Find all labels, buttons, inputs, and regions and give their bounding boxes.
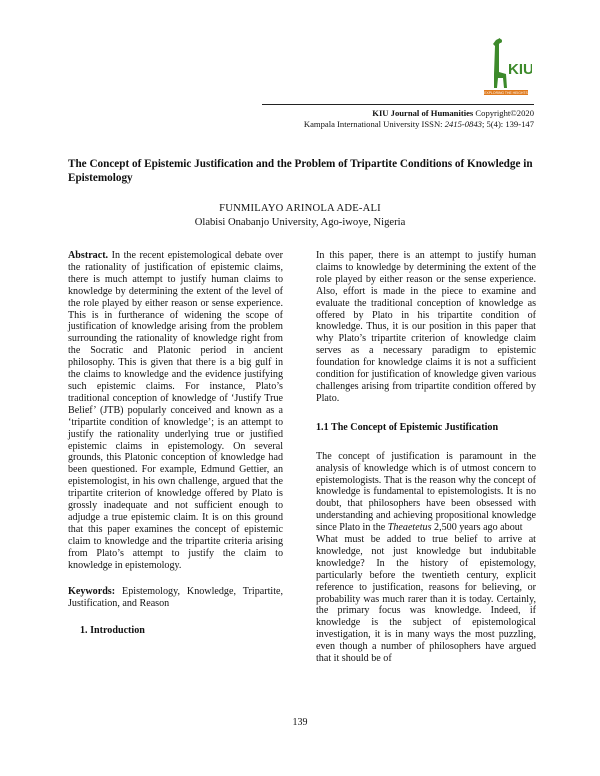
paragraph-2-end: 2,500 years ago about [431, 522, 523, 534]
theaetetus-title: Theaetetus [387, 522, 432, 534]
keywords [68, 586, 283, 610]
volume: ; 5(4): 139-147 [481, 119, 534, 129]
issn: 2415-0843 [444, 119, 482, 129]
right-column [316, 250, 536, 665]
abstract-label: Abstract. [68, 250, 109, 261]
header-rule [262, 104, 534, 105]
keywords-label: Keywords: [68, 586, 116, 598]
giraffe-logo-icon [476, 34, 532, 104]
keywords-text: Epistemology, Knowledge, Tripartite, Justification, and Reason [68, 586, 283, 610]
issn-line [262, 119, 534, 130]
section-heading: 1.1 The Concept of Epistemic Justification [316, 421, 499, 433]
svg-text:KIU: KIU [508, 61, 532, 78]
paragraph-2 [316, 451, 536, 534]
publisher-line: Kampala International University ISSN: [303, 119, 445, 129]
intro-heading: 1. Introduction [80, 625, 145, 637]
kiu-logo [476, 34, 532, 104]
paragraph-1: In this paper, there is an attempt to justify human claims to knowledge by determining the extent of the role played by either reason or the sense experience. Also, effort is made in the piece to examine and evaluate the traditional conception of knowledge as offered by Plato in his tripartite condition of knowledge. Thus, it is our position in this paper that why Plato’s tripartite criterion of knowledge claim serves as a necessary paradigm to epistemic foundation for knowledge claims it is not a sufficient condition for justification of knowledge given various challenges arising from tripartite condition offered by Plato. [316, 250, 536, 404]
abstract [68, 250, 283, 571]
journal-header [262, 108, 534, 130]
copyright: Copyright©2020 [475, 108, 534, 118]
abstract-text: In the recent epistemological debate over the rationality of justification of epistemic claims, there is much attempt to justify human claims to knowledge by determining the extent of the level of the role played by either reason or sense experience. This is in furtherance of widening the scope of justification of knowledge arising from the problem surrounding the rationality of knowledge right from the Socratic and Platonic period in ancient philosophy. This is given that there is a big gulf in the claims to knowledge and the evidence justifying such epistemic claims. For instance, Plato’s traditional conception of knowledge of ‘Justify True Belief’ (JTB) popularly conceived and known as a ‘tripartite condition of knowledge’; is an attempt to justify the rationality underlying true or justified epistemic claims in epistemology. On several grounds, this Platonic conception of knowledge had been questioned. For example, Edmund Gettier, an epistemologist, in his own challenge, argued that the tripartite criterion of knowledge offered by Plato is grossly inadequate and not sufficient enough to adjudge a true epistemic claim. It is on this ground that this paper examines the concept of epistemic claim to knowledge and the tripartite criteria arising from Plato’s attempt to justify the claim to knowledge in epistemology. [68, 250, 283, 571]
left-column [68, 250, 283, 637]
page-number: 139 [292, 717, 308, 728]
paragraph-2-start: The concept of justification is paramount in the analysis of knowledge which is of utmost concern to epistemologists. That is the reason why the concept of knowledge is fundamental to epistemologists. It is no doubt, that philosophers have been obsessed with understanding and achieving propositional knowledge since Plato in the [316, 450, 536, 534]
paper-title: The Concept of Epistemic Justification and the Problem of Tripartite Conditions of Knowledge in Epistemology [68, 158, 533, 184]
author-affiliation: Olabisi Onabanjo University, Ago-iwoye, Nigeria [194, 217, 406, 228]
paragraph-3: What must be added to true belief to arrive at knowledge, not just knowledge but indubitable knowledge? In the history of epistemology, particularly before the twentieth century, explicit reference to justification, reasons for believing, or probability was much rarer than it is today. Certainly, the primary focus was knowledge. Indeed, if knowledge is the subject of epistemological investigation, it is in many ways the most puzzling, even though a number of philosophers have argued that it should be of [316, 534, 536, 665]
svg-text:EXPLORING THE HEIGHTS: EXPLORING THE HEIGHTS [484, 91, 528, 95]
author-name: FUNMILAYO ARINOLA ADE-ALI [219, 203, 381, 214]
journal-line [262, 108, 534, 119]
journal-name: KIU Journal of Humanities [372, 108, 474, 118]
